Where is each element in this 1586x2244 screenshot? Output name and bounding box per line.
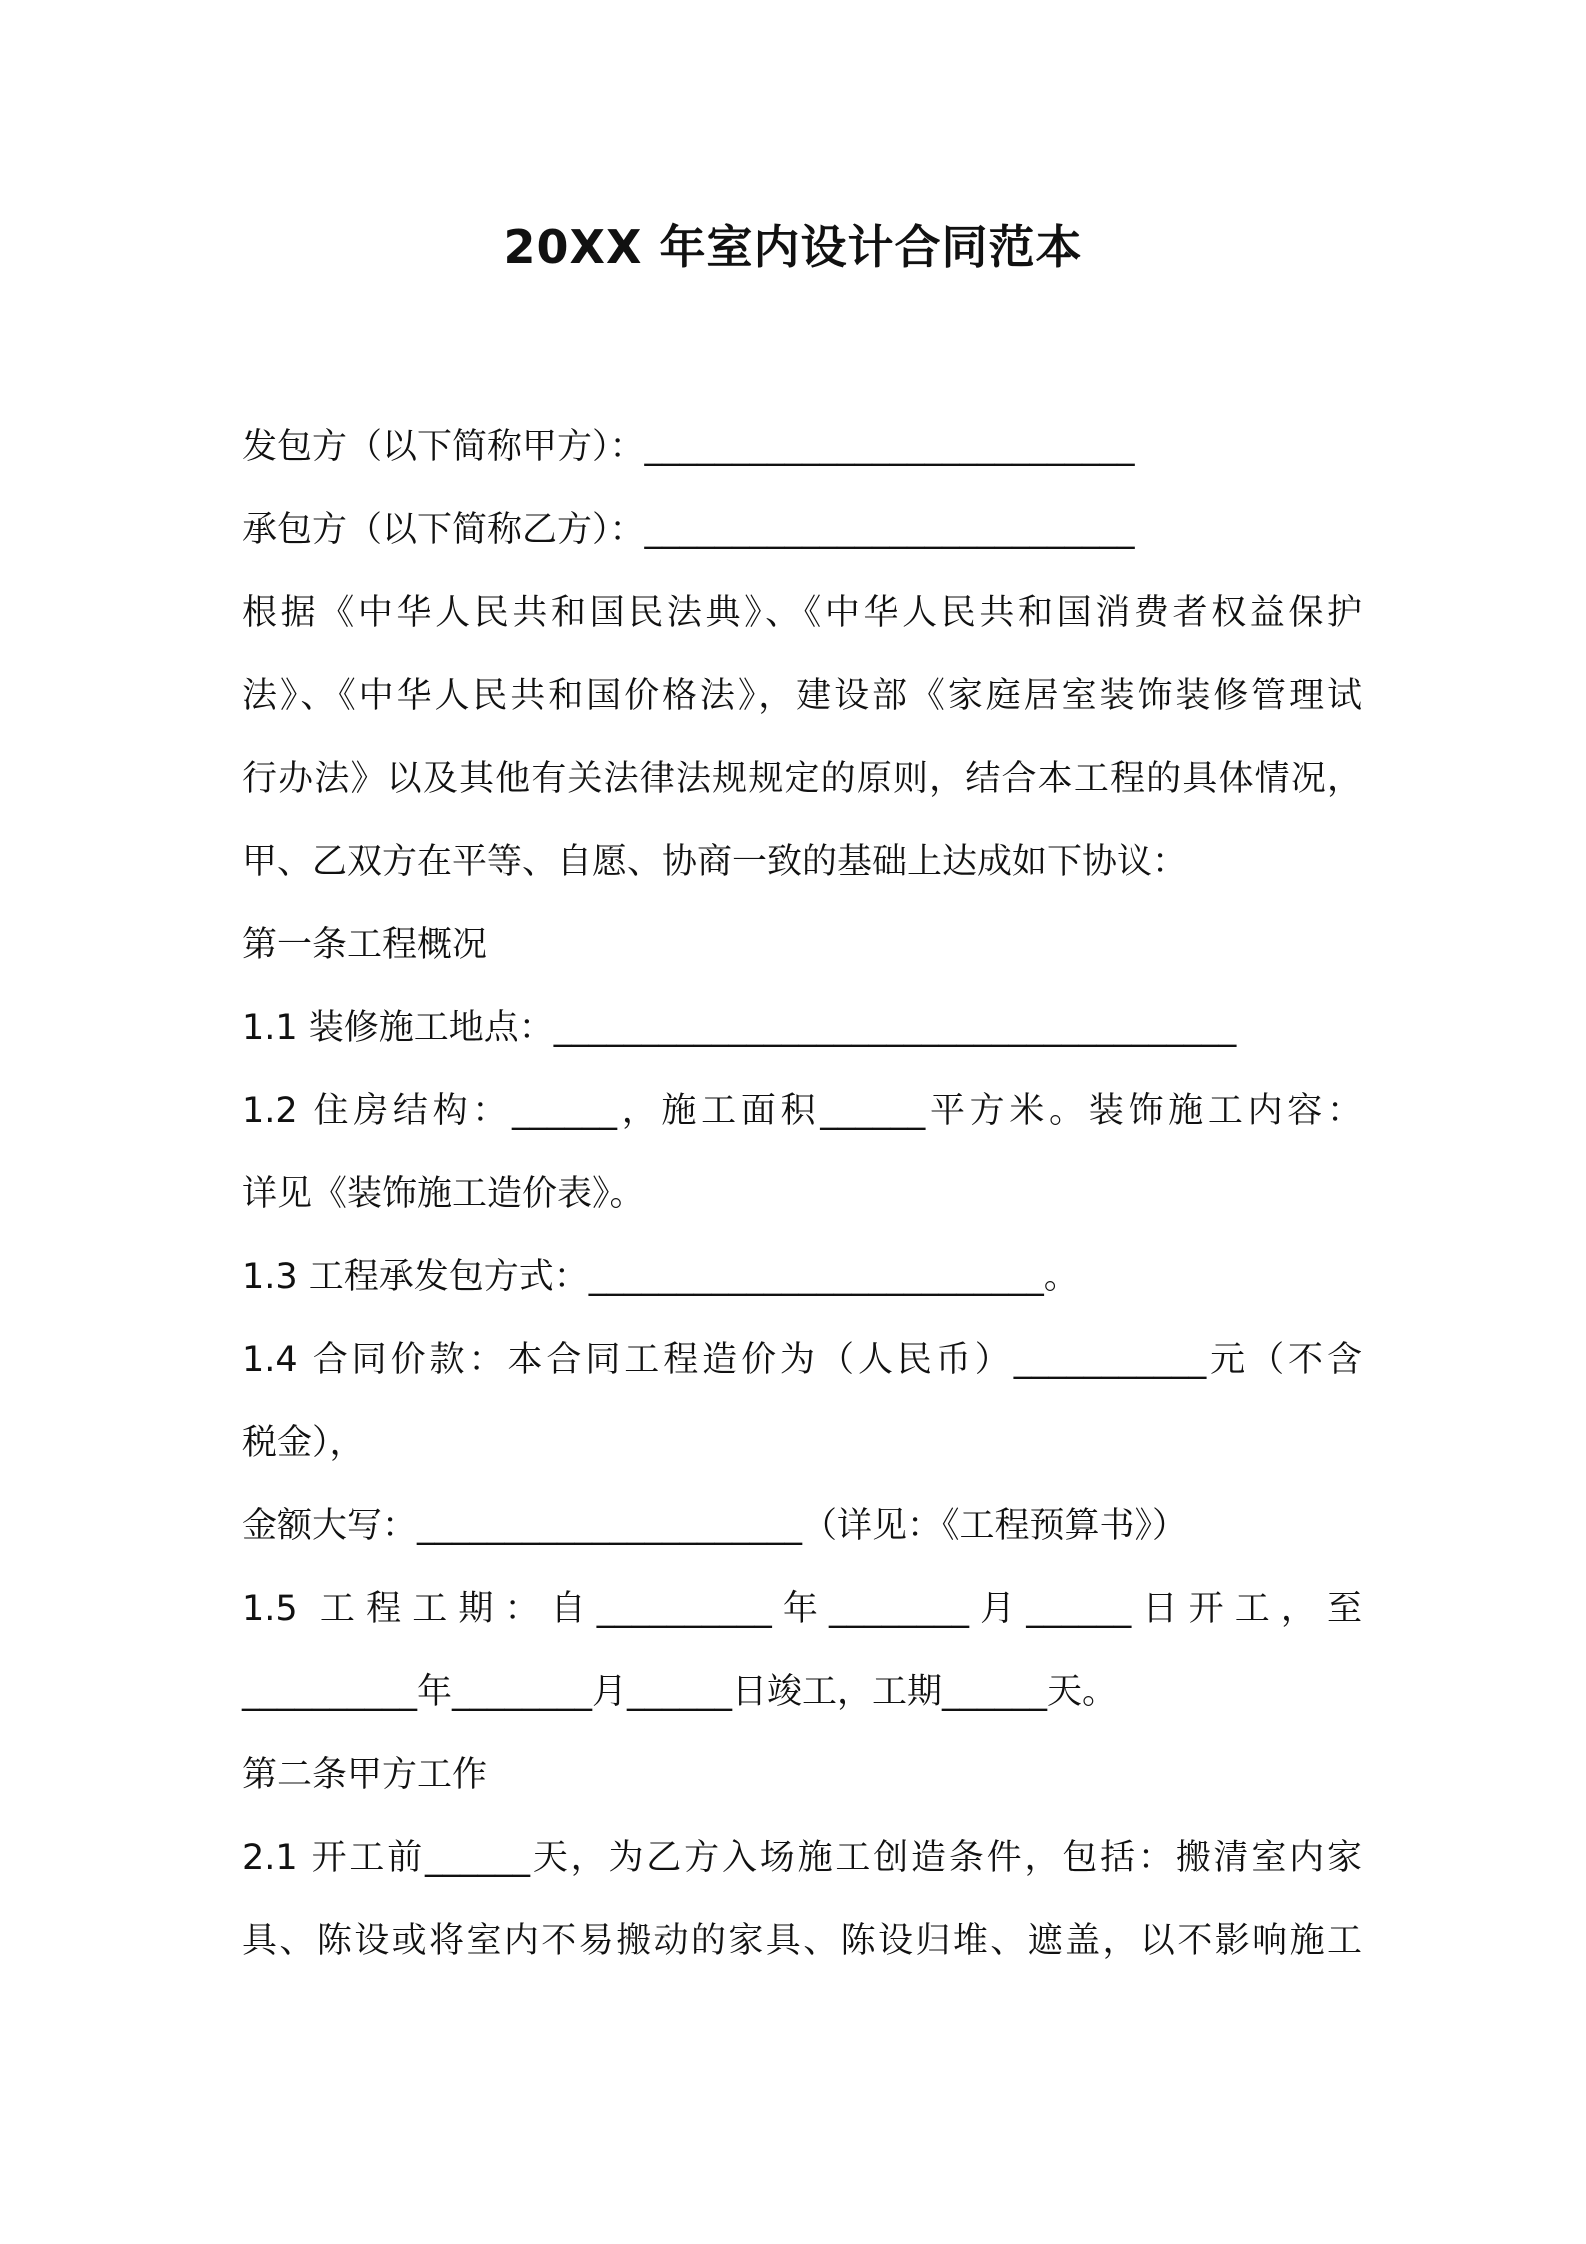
preamble-line-2: 法》、《中华人民共和国价格法》，建设部《家庭居室装饰装修管理试: [242, 676, 1362, 716]
clause-1-5-line-1: 1.5 工程工期：自__________年________月______日开工，至: [242, 1589, 1362, 1629]
party-b-line: 承包方（以下简称乙方）：____________________________: [242, 510, 1135, 550]
preamble-line-3: 行办法》以及其他有关法律法规规定的原则，结合本工程的具体情况，: [242, 759, 1362, 799]
clause-1-2-line-1: 1.2 住房结构：______，施工面积______平方米。装饰施工内容：: [242, 1091, 1362, 1131]
clause-2-1-line-2: 具、陈设或将室内不易搬动的家具、陈设归堆、遮盖，以不影响施工: [242, 1921, 1362, 1961]
article-2-heading: 第二条甲方工作: [242, 1755, 488, 1795]
party-a-line: 发包方（以下简称甲方）：____________________________: [242, 427, 1135, 467]
preamble-line-4: 甲、乙双方在平等、自愿、协商一致的基础上达成如下协议：: [242, 842, 1188, 882]
clause-1-4-line-1: 1.4 合同价款：本合同工程造价为（人民币）___________元（不含: [242, 1340, 1362, 1380]
clause-1-1: 1.1 装修施工地点：_______________________________________: [242, 1008, 1237, 1048]
document-title: 20XX 年室内设计合同范本: [503, 220, 1083, 274]
clause-1-3: 1.3 工程承发包方式：__________________________。: [242, 1257, 1079, 1297]
document-body: [242, 406, 1362, 1983]
clause-1-4-line-2: 税金），: [242, 1423, 365, 1463]
clause-1-5-line-2: __________年________月______日竣工，工期______天。: [242, 1672, 1118, 1712]
clause-2-1-line-1: 2.1 开工前______天，为乙方入场施工创造条件，包括：搬清室内家: [242, 1838, 1362, 1878]
preamble-line-1: 根据《中华人民共和国民法典》、《中华人民共和国消费者权益保护: [242, 593, 1362, 633]
clause-1-2-line-2: 详见《装饰施工造价表》。: [242, 1174, 645, 1214]
amount-in-words-line: 金额大写：______________________（详见：《工程预算书》）: [242, 1506, 1188, 1546]
article-1-heading: 第一条工程概况: [242, 925, 488, 965]
